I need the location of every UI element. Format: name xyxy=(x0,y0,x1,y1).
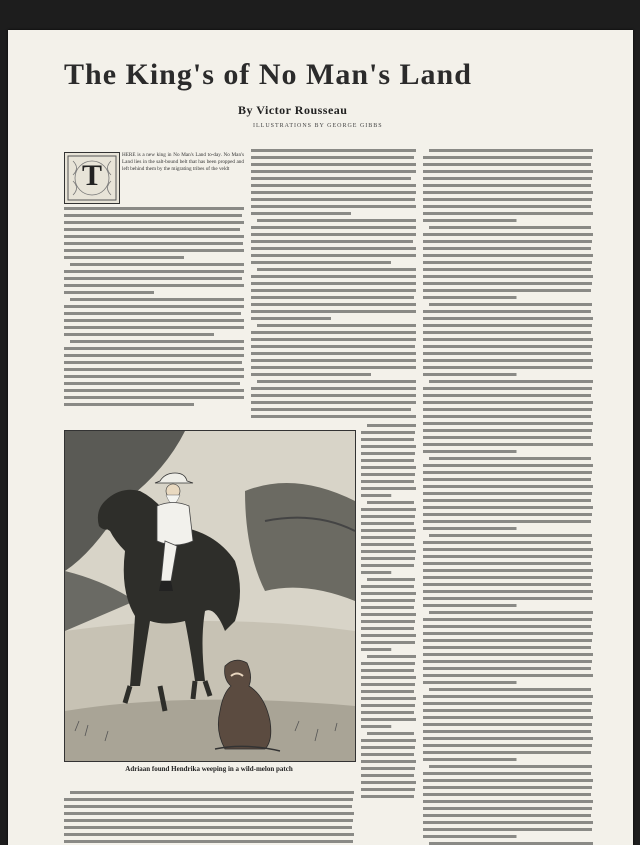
text-line xyxy=(423,478,591,481)
text-line xyxy=(423,835,517,838)
text-line xyxy=(361,690,414,693)
text-line xyxy=(423,723,592,726)
text-line xyxy=(423,163,591,166)
text-line xyxy=(423,219,517,222)
text-line xyxy=(361,536,415,539)
text-line xyxy=(361,445,416,448)
text-line xyxy=(423,275,593,278)
text-line xyxy=(423,401,593,404)
text-line xyxy=(423,807,592,810)
text-line xyxy=(423,737,593,740)
text-line xyxy=(367,655,416,658)
text-line xyxy=(361,669,414,672)
text-line xyxy=(361,592,416,595)
text-line xyxy=(361,473,415,476)
text-line xyxy=(423,436,591,439)
text-column-3 xyxy=(423,148,593,845)
text-line xyxy=(423,814,591,817)
text-line xyxy=(429,380,593,383)
text-line xyxy=(423,751,591,754)
text-line xyxy=(423,618,592,621)
text-line xyxy=(423,583,591,586)
drop-cap-ornament xyxy=(64,152,120,204)
text-line xyxy=(361,641,415,644)
text-line xyxy=(423,345,592,348)
article-byline: By Victor Rousseau xyxy=(238,103,348,117)
text-lines xyxy=(64,790,354,845)
text-line xyxy=(429,457,591,460)
text-line xyxy=(361,487,416,490)
text-line xyxy=(361,648,391,651)
text-line xyxy=(361,683,415,686)
text-line xyxy=(423,450,517,453)
text-line xyxy=(429,688,591,691)
text-line xyxy=(361,564,414,567)
text-line xyxy=(423,548,593,551)
horseman-illustration xyxy=(65,431,355,761)
text-line xyxy=(367,501,414,504)
text-line xyxy=(361,550,416,553)
text-line xyxy=(423,184,591,187)
text-line xyxy=(423,590,593,593)
text-line xyxy=(361,676,416,679)
text-line xyxy=(429,611,593,614)
text-line xyxy=(361,795,414,798)
text-line xyxy=(64,812,354,815)
text-line xyxy=(423,576,592,579)
text-line xyxy=(361,515,415,518)
text-line xyxy=(361,599,415,602)
text-line xyxy=(423,681,517,684)
text-line xyxy=(361,508,416,511)
text-line xyxy=(423,352,591,355)
text-line xyxy=(423,702,592,705)
text-column-1 xyxy=(64,206,244,416)
text-line xyxy=(361,781,416,784)
text-line xyxy=(361,606,414,609)
text-line xyxy=(423,422,593,425)
text-line xyxy=(423,429,592,432)
text-line xyxy=(423,366,592,369)
text-line xyxy=(361,746,415,749)
text-line xyxy=(423,653,593,656)
text-lines xyxy=(423,148,593,845)
text-line xyxy=(423,513,592,516)
text-line xyxy=(423,758,517,761)
text-line xyxy=(361,767,415,770)
text-line xyxy=(423,443,593,446)
text-line xyxy=(423,828,592,831)
text-line xyxy=(361,725,391,728)
text-line xyxy=(423,254,593,257)
text-line xyxy=(423,660,592,663)
text-line xyxy=(361,774,414,777)
text-line xyxy=(361,704,415,707)
text-line xyxy=(423,492,592,495)
text-line xyxy=(423,156,592,159)
newspaper-page xyxy=(8,30,633,845)
text-line xyxy=(429,765,592,768)
illustration-caption: Adriaan found Hendrika weeping in a wild-melon patch xyxy=(125,765,293,773)
text-line xyxy=(361,613,416,616)
text-line xyxy=(367,424,416,427)
text-line xyxy=(64,840,353,843)
text-line xyxy=(423,779,593,782)
text-line xyxy=(423,359,593,362)
text-line xyxy=(361,571,391,574)
text-line xyxy=(361,662,415,665)
text-line xyxy=(361,718,416,721)
text-line xyxy=(64,826,352,829)
text-line xyxy=(423,198,592,201)
text-line xyxy=(423,800,593,803)
text-line xyxy=(361,627,414,630)
text-line xyxy=(423,373,517,376)
text-line xyxy=(361,543,414,546)
text-line xyxy=(423,331,591,334)
illustration-credit: ILLUSTRATIONS BY GEORGE GIBBS xyxy=(253,123,383,129)
text-line xyxy=(423,289,591,292)
text-line xyxy=(361,753,414,756)
text-line xyxy=(423,338,593,341)
text-line xyxy=(367,732,414,735)
text-line xyxy=(423,716,593,719)
text-line xyxy=(423,695,593,698)
text-line xyxy=(423,408,592,411)
text-line xyxy=(423,205,591,208)
text-line xyxy=(429,149,593,152)
text-line xyxy=(423,170,593,173)
text-line xyxy=(423,709,591,712)
text-line xyxy=(423,744,592,747)
text-line xyxy=(423,233,593,236)
text-line xyxy=(423,821,593,824)
text-line xyxy=(429,534,592,537)
text-column-2-narrow xyxy=(361,423,416,803)
text-line xyxy=(423,387,592,390)
text-line xyxy=(361,466,416,469)
text-line xyxy=(423,569,593,572)
text-line xyxy=(423,247,591,250)
text-line xyxy=(361,529,416,532)
text-line xyxy=(367,578,415,581)
text-line xyxy=(423,485,593,488)
text-line xyxy=(423,541,591,544)
text-line xyxy=(423,317,593,320)
text-line xyxy=(423,212,593,215)
text-line xyxy=(423,415,591,418)
text-line xyxy=(423,646,591,649)
text-line xyxy=(423,604,517,607)
text-line xyxy=(361,760,416,763)
text-line xyxy=(423,667,591,670)
text-line xyxy=(429,226,591,229)
text-line xyxy=(423,499,591,502)
text-line xyxy=(423,730,591,733)
text-line xyxy=(423,527,517,530)
text-line xyxy=(423,282,592,285)
text-line xyxy=(423,296,517,299)
text-line xyxy=(423,471,592,474)
text-line xyxy=(423,793,591,796)
text-line xyxy=(361,522,414,525)
text-line xyxy=(423,261,592,264)
text-line xyxy=(423,177,592,180)
article-title: The King's of No Man's Land xyxy=(64,58,472,91)
text-line xyxy=(423,324,592,327)
text-line xyxy=(361,452,415,455)
text-line xyxy=(64,805,352,808)
text-line xyxy=(429,303,592,306)
text-line xyxy=(361,634,416,637)
lead-paragraph: HERE is a new king in No Man's Land to-day. No Man's Land lies in the salt-bound belt that has been propped and left behind them by the migrating tribes of the veldt xyxy=(122,152,244,172)
text-line xyxy=(64,819,353,822)
text-line xyxy=(361,739,416,742)
text-line xyxy=(361,557,415,560)
text-line xyxy=(423,310,591,313)
drop-cap-letter: T xyxy=(81,159,102,192)
text-line xyxy=(423,240,592,243)
text-line xyxy=(361,438,414,441)
text-column-2 xyxy=(251,148,416,423)
text-line xyxy=(361,711,414,714)
article-illustration xyxy=(64,430,356,762)
text-line xyxy=(423,562,591,565)
text-line xyxy=(64,833,354,836)
text-lines xyxy=(64,206,244,416)
text-line xyxy=(423,191,593,194)
text-line xyxy=(423,394,591,397)
text-line xyxy=(423,520,591,523)
text-line xyxy=(361,459,414,462)
text-line xyxy=(361,480,414,483)
text-line xyxy=(423,625,591,628)
text-column-bottom xyxy=(64,790,354,845)
text-line xyxy=(423,772,591,775)
text-line xyxy=(423,674,593,677)
text-line xyxy=(423,268,591,271)
text-line xyxy=(423,597,592,600)
text-line xyxy=(361,585,414,588)
text-line xyxy=(361,697,416,700)
text-line xyxy=(64,798,353,801)
text-line xyxy=(423,632,593,635)
text-line xyxy=(361,431,415,434)
text-line xyxy=(70,791,354,794)
text-line xyxy=(423,639,592,642)
text-line xyxy=(423,506,593,509)
text-line xyxy=(361,494,391,497)
text-line xyxy=(423,786,592,789)
text-line xyxy=(423,464,593,467)
text-line xyxy=(423,555,592,558)
text-lines xyxy=(251,148,416,423)
text-line xyxy=(361,620,415,623)
text-lines xyxy=(361,423,416,803)
text-line xyxy=(361,788,415,791)
